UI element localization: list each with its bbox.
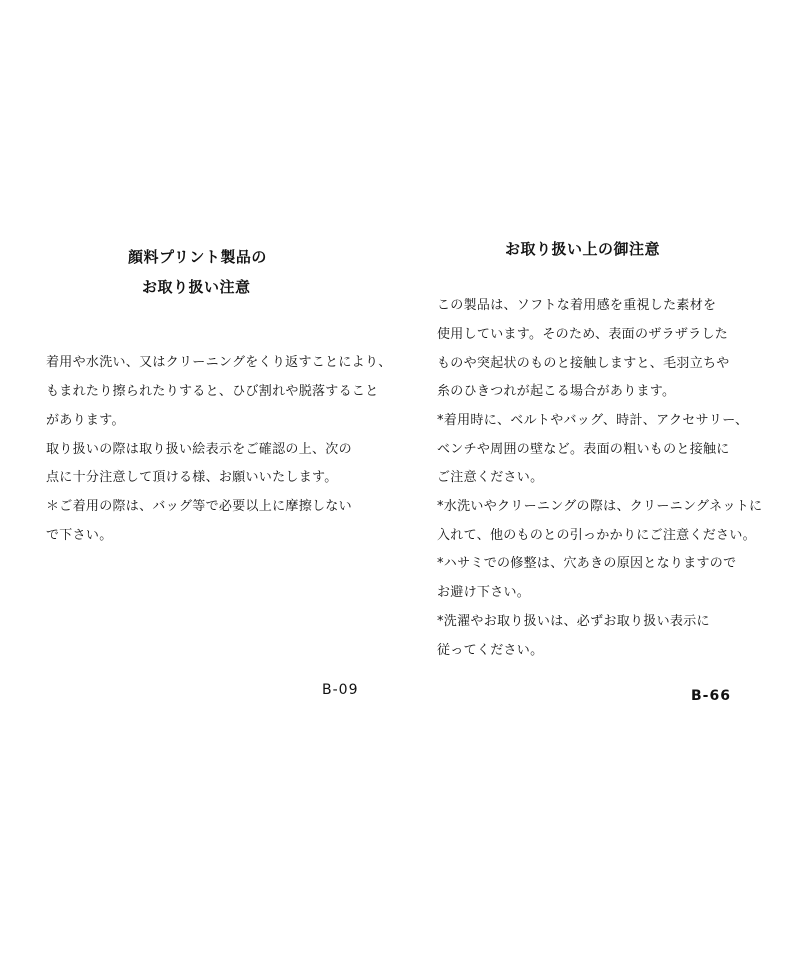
right-card-body-line: ベンチや周囲の壁など。表面の粗いものと接触に bbox=[437, 442, 730, 457]
left-card-body-line: で下さい。 bbox=[46, 528, 113, 543]
right-card-title: お取り扱い上の御注意 bbox=[505, 240, 661, 258]
right-card-body-line: お避け下さい。 bbox=[437, 585, 531, 600]
left-card-body-line: もまれたり擦られたりすると、ひび割れや脱落すること bbox=[46, 384, 379, 399]
right-card-body-line: 従ってください。 bbox=[437, 643, 544, 658]
right-card-body-line: ご注意ください。 bbox=[437, 470, 544, 485]
right-card-body-line: 使用しています。そのため、表面のザラザラした bbox=[437, 327, 729, 342]
right-card-body-line: *洗濯やお取り扱いは、必ずお取り扱い表示に bbox=[437, 614, 710, 629]
right-card-product-code: B-66 bbox=[691, 688, 731, 704]
left-card-body-line: があります。 bbox=[46, 413, 125, 428]
left-card-body-line: 点に十分注意して頂ける様、お願いいたします。 bbox=[46, 470, 338, 485]
left-card-body-line: 取り扱いの際は取り扱い絵表示をご確認の上、次の bbox=[46, 442, 352, 457]
left-card-title-line-1: 顔料プリント製品の bbox=[128, 248, 267, 266]
left-card-body-line: 着用や水洗い、又はクリーニングをくり返すことにより、 bbox=[46, 355, 392, 370]
right-card-body-line: ものや突起状のものと接触しますと、毛羽立ちや bbox=[437, 356, 730, 371]
left-card-title-line-2: お取り扱い注意 bbox=[142, 278, 251, 296]
right-card-body-line: *着用時に、ベルトやバッグ、時計、アクセサリー、 bbox=[437, 413, 749, 428]
right-card-body-line: 入れて、他のものとの引っかかりにご注意ください。 bbox=[437, 528, 756, 543]
right-card-body-line: *ハサミでの修整は、穴あきの原因となりますので bbox=[437, 556, 737, 571]
left-card-product-code: B-09 bbox=[322, 682, 359, 698]
left-card-body-line: ＊ご着用の際は、バッグ等で必要以上に摩擦しない bbox=[46, 499, 352, 514]
right-card-body-line: この製品は、ソフトな着用感を重視した素材を bbox=[437, 298, 717, 313]
right-card-body-line: 糸のひきつれが起こる場合があります。 bbox=[437, 384, 676, 399]
right-card-body-line: *水洗いやクリーニングの際は、クリーニングネットに bbox=[437, 499, 763, 514]
